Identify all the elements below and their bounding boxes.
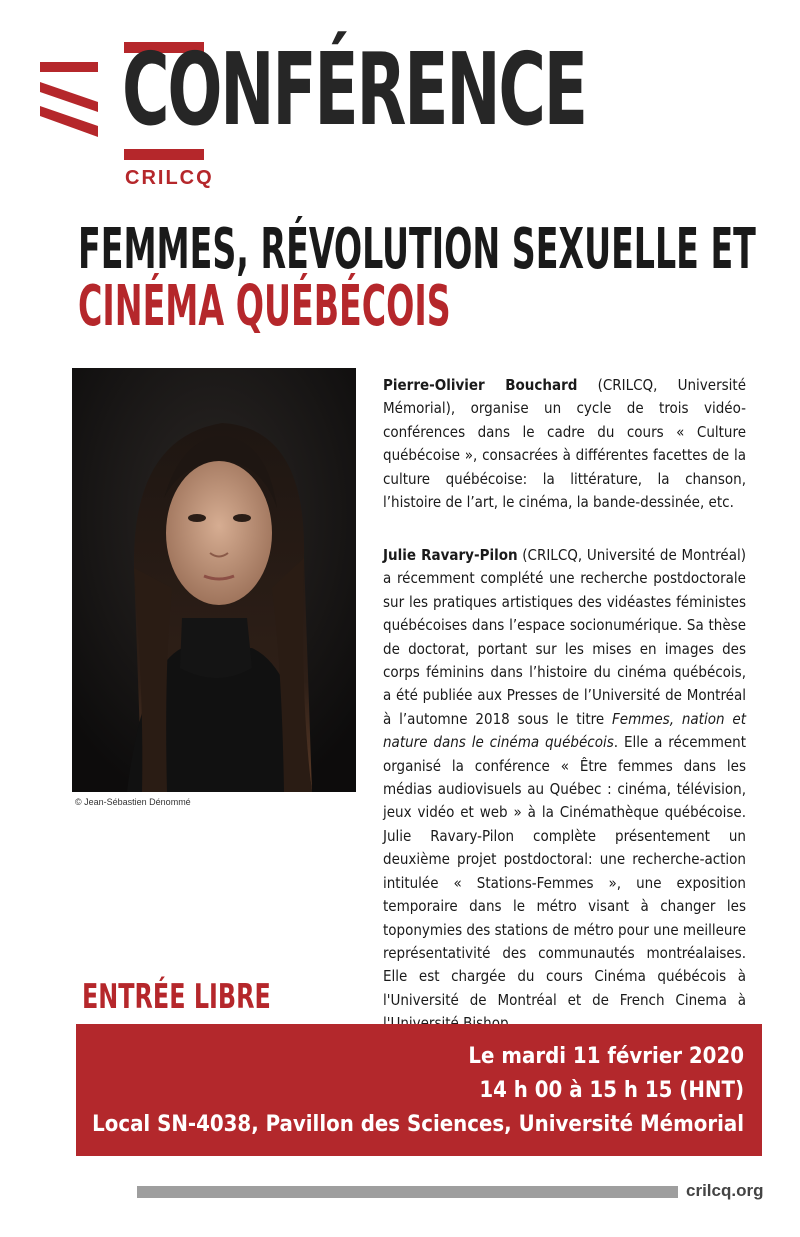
- event-date: Le mardi 11 février 2020: [468, 1044, 744, 1069]
- photo-caption: © Jean-Sébastien Dénommé: [75, 797, 191, 807]
- bio-paragraph-1: [383, 374, 746, 514]
- event-location: Local SN-4038, Pavillon des Sciences, Université Mémorial: [92, 1112, 744, 1137]
- bio-text-2b: . Elle a récemment organisé la conférence « Être femmes dans les médias audiovisuels au Québec : cinéma, télévision, jeux vidéo et web » à la Cinémathèque québécoise. Julie Ravary-Pilon complète présentement un deuxième projet postdoctoral: une recherche-action intitulée « Stations-Femmes », une exposition temporaire dans le métro visant à changer les toponymies des stations de métro pour une meilleure représentativité des communautés montréalaises. Elle est chargée du cours Cinéma québécois à l'Université de Montréal et de French Cinema à: [383, 733, 747, 1009]
- bio-text-2a: (CRILCQ, Université de Montréal) a récemment complété une recherche postdoctorale sur les pratiques artistiques des vidéastes féministes québécoises dans l’espace socionumérique. Sa thèse de doctorat, portant sur les mises en images des corps féminins dans l’histoire du cinéma québécois, a été publiée aux Presses de l’Université de Montréal à l’automne 2018 sous le titre: [383, 546, 746, 728]
- logo-subtitle: CRILCQ: [125, 167, 214, 189]
- speaker-name-2: Julie Ravary-Pilon: [383, 546, 518, 564]
- bio-paragraph-2: [383, 544, 746, 1036]
- free-entry-label: ENTRÉE LIBRE: [82, 977, 271, 1017]
- book-title: Femmes, nation et nature dans le cinéma québécois: [383, 709, 746, 752]
- event-time: 14 h 00 à 15 h 15 (HNT): [479, 1078, 744, 1103]
- speaker-name-1: Pierre-Olivier Bouchard: [383, 376, 578, 394]
- footer-website-link[interactable]: crilcq.org: [686, 1181, 764, 1200]
- logo-wordmark: CONFÉRENCE: [122, 31, 586, 148]
- speaker-portrait: [72, 368, 356, 792]
- event-title-line-2: CINÉMA QUÉBÉCOIS: [78, 274, 451, 339]
- bio-text-1: (CRILCQ, Université Mémorial), organise un cycle de trois vidéo-conférences dans le cadre du cours « Culture québécoise », consacrées à différentes facettes de la culture québécoise: la littérature, la chanson, l’histoire de l’art, le cinéma, la bande-dessinée, etc.: [383, 376, 746, 512]
- footer-divider-bar: [137, 1186, 678, 1198]
- event-info-box: [76, 1024, 762, 1156]
- event-title-line-1: FEMMES, RÉVOLUTION SEXUELLE ET: [78, 217, 756, 282]
